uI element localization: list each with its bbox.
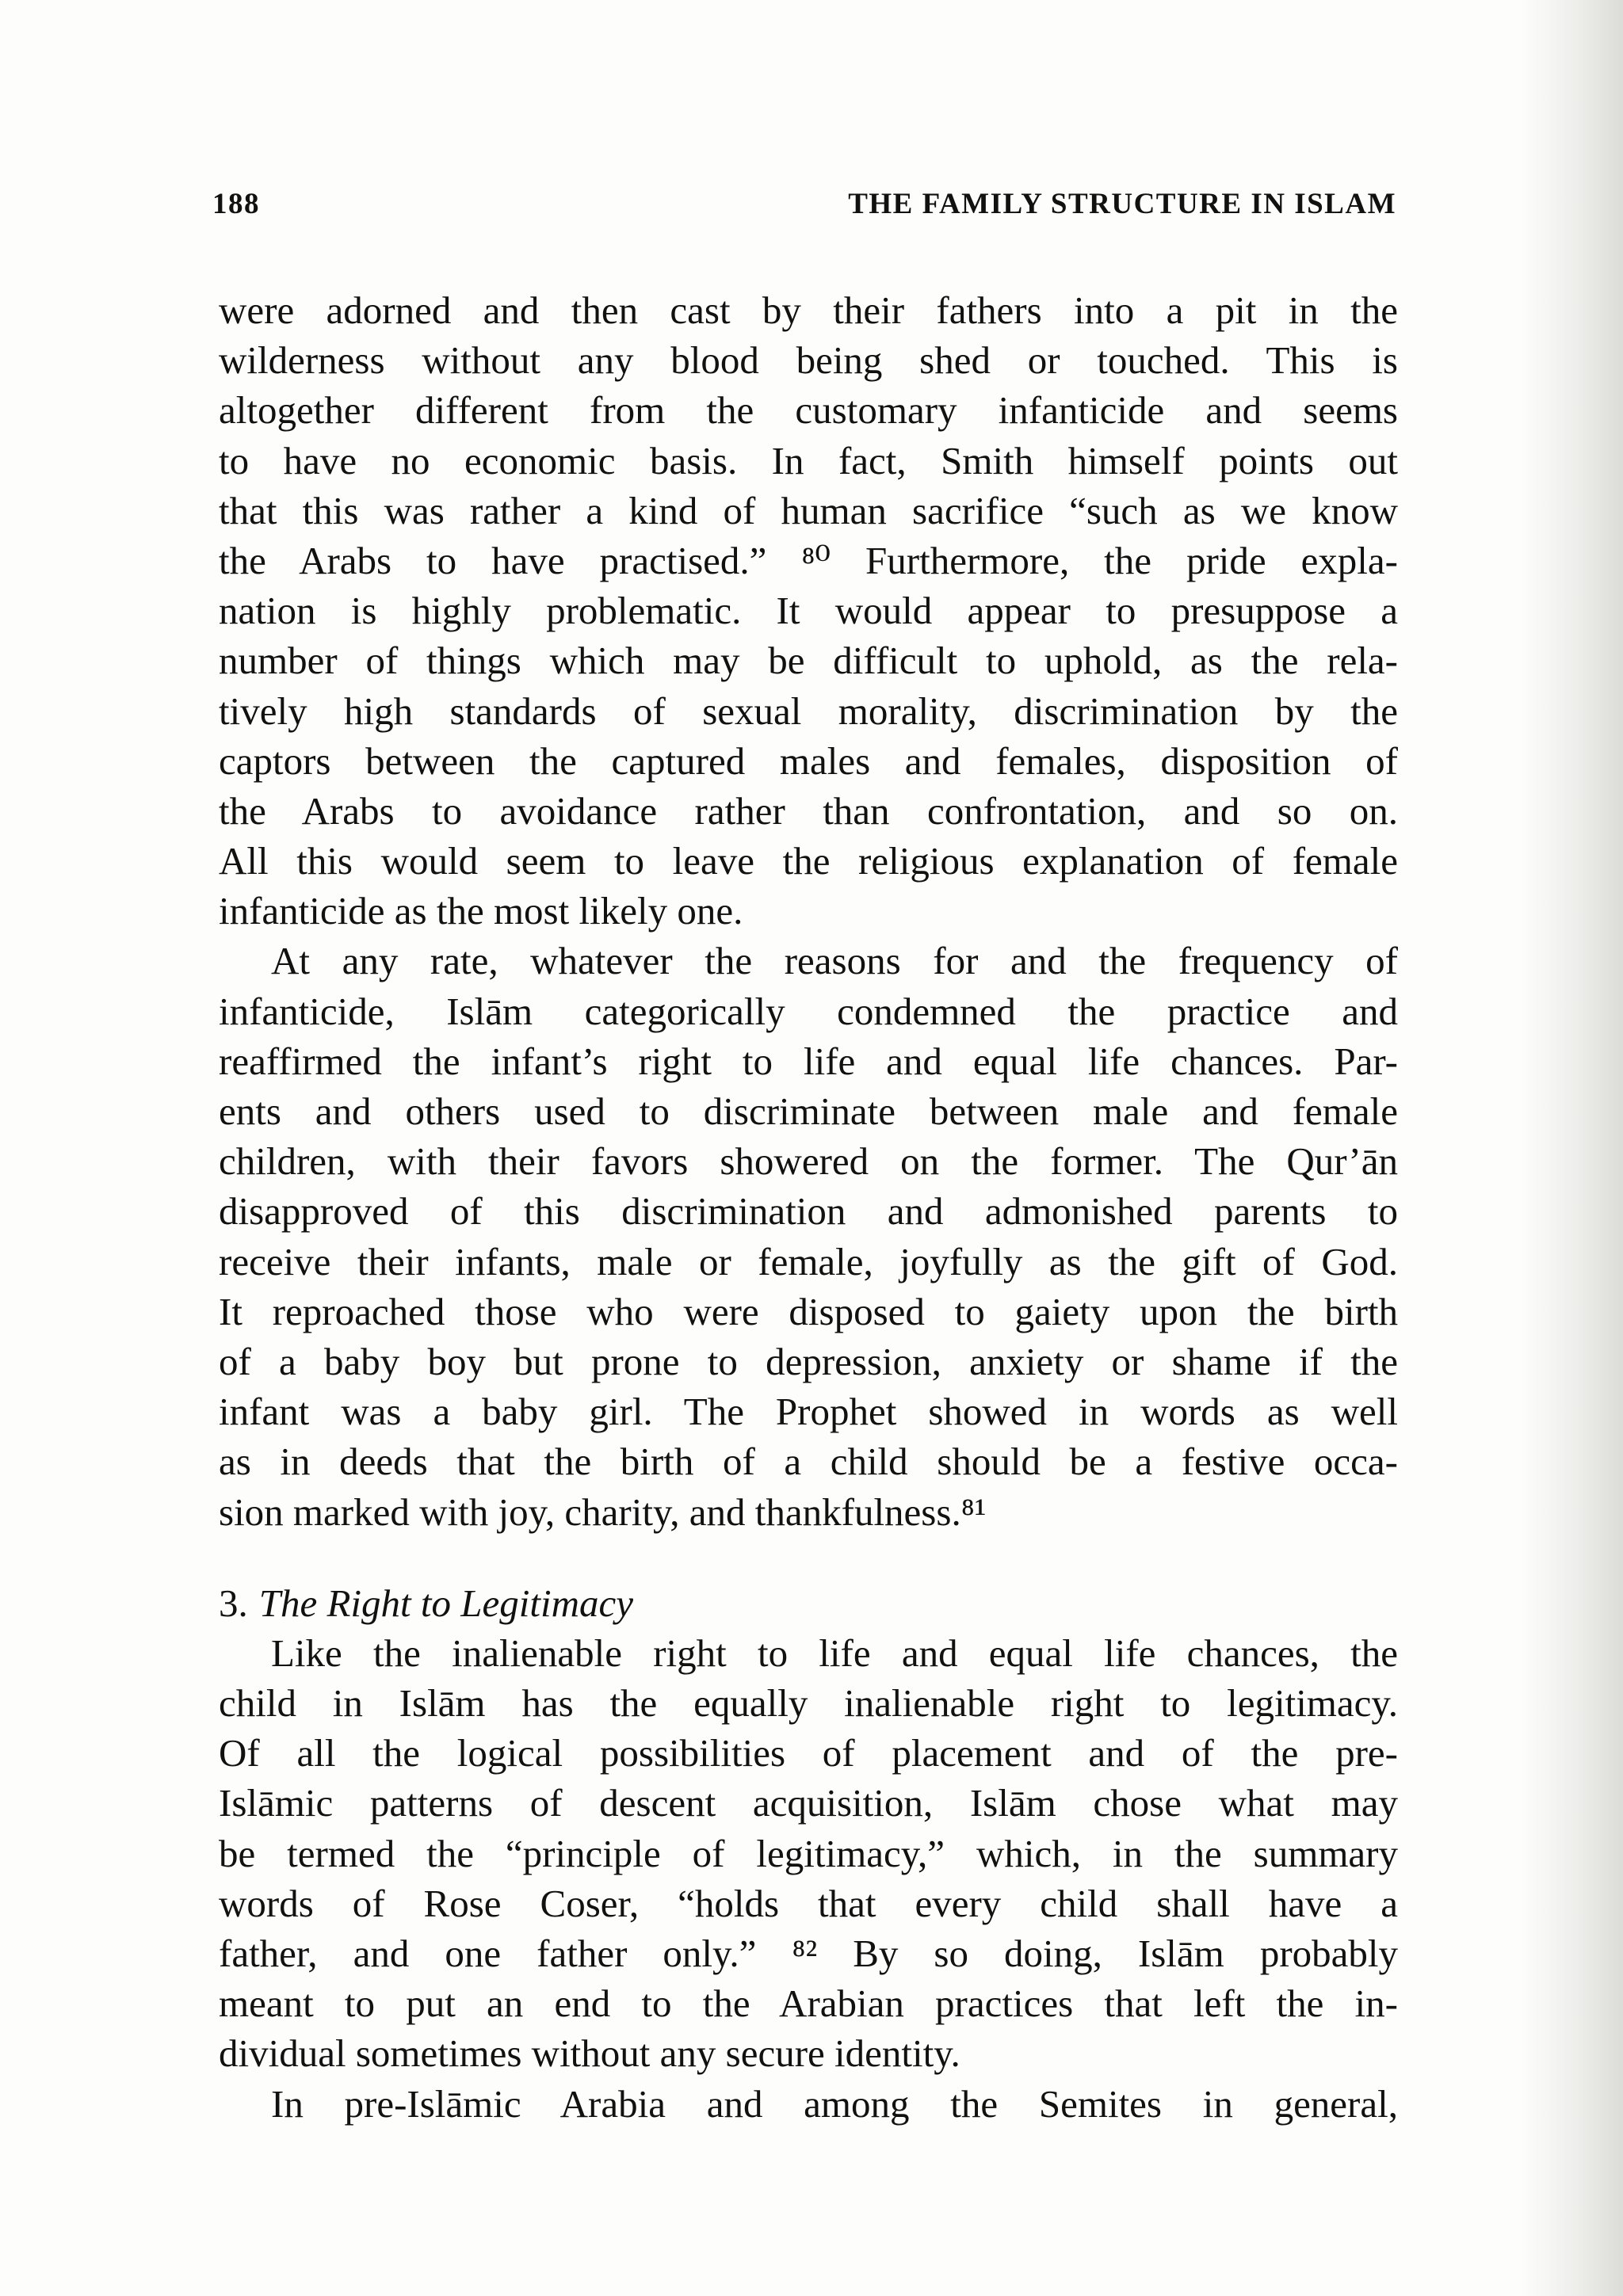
body-text	[219, 285, 1398, 2129]
text-line: wilderness without any blood being shed or touched. This is	[219, 338, 1398, 383]
running-head	[212, 187, 1396, 231]
text-line: of a baby boy but prone to depression, anxiety or shame if the	[219, 1339, 1398, 1383]
text-line: altogether different from the customary infanticide and seems	[219, 388, 1398, 433]
text-line: infant was a baby girl. The Prophet showed in words as well	[219, 1390, 1398, 1434]
text-line: It reproached those who were disposed to gaiety upon the birth	[219, 1289, 1398, 1333]
page-edge-shadow	[1520, 0, 1623, 2296]
text-line: the Arabs to have practised.” ⁸⁰ Furthermore, the pride expla-	[219, 538, 1398, 582]
text-line: be termed the “principle of legitimacy,” which, in the summary	[219, 1831, 1398, 1875]
paragraph-2	[219, 936, 1398, 1536]
page-number: 188	[212, 188, 260, 220]
text-line: At any rate, whatever the reasons for and the frequency of	[271, 939, 1398, 983]
text-line: dividual sometimes without any secure identity.	[219, 2031, 960, 2076]
text-line: the Arabs to avoidance rather than confrontation, and so on.	[219, 788, 1398, 833]
text-line: as in deeds that the birth of a child should be a festive occa-	[219, 1440, 1398, 1484]
paragraph-3	[219, 1628, 1398, 2079]
text-line: nation is highly problematic. It would appear to presuppose a	[219, 589, 1398, 633]
text-line: child in Islām has the equally inalienable right to legitimacy.	[219, 1681, 1398, 1726]
paragraph-1	[219, 285, 1398, 936]
running-title: THE FAMILY STRUCTURE IN ISLAM	[848, 188, 1396, 220]
text-line: reaffirmed the infant’s right to life and equal life chances. Par-	[219, 1039, 1398, 1083]
text-line: were adorned and then cast by their fathers into a pit in the	[219, 288, 1398, 332]
text-line: infanticide, Islām categorically condemned the practice and	[219, 989, 1398, 1033]
text-line: captors between the captured males and females, disposition of	[219, 738, 1398, 783]
text-line: that this was rather a kind of human sacrifice “such as we know	[219, 488, 1398, 532]
text-line: infanticide as the most likely one.	[219, 889, 743, 933]
text-line: to have no economic basis. In fact, Smith himself points out	[219, 438, 1398, 482]
text-line: Like the inalienable right to life and equal life chances, the	[271, 1630, 1398, 1675]
text-line: All this would seem to leave the religious explanation of female	[219, 839, 1398, 883]
text-line: disapproved of this discrimination and admonished parents to	[219, 1189, 1398, 1234]
section-title: The Right to Legitimacy	[258, 1581, 633, 1625]
text-line: meant to put an end to the Arabian practices that left the in-	[219, 1981, 1398, 2026]
text-line: number of things which may be difficult to uphold, as the rela-	[219, 639, 1398, 683]
text-line: children, with their favors showered on the former. The Qur’ān	[219, 1139, 1398, 1184]
text-line: tively high standards of sexual morality, discrimination by the	[219, 688, 1398, 733]
text-line: sion marked with joy, charity, and thankfulness.⁸¹	[219, 1489, 987, 1534]
text-line: Islāmic patterns of descent acquisition, Islām chose what may	[219, 1781, 1398, 1825]
text-line: words of Rose Coser, “holds that every child shall have a	[219, 1881, 1398, 1925]
text-line: Of all the logical possibilities of placement and of the pre-	[219, 1731, 1398, 1775]
section-heading	[219, 1578, 1398, 1628]
text-line: receive their infants, male or female, joyfully as the gift of God.	[219, 1239, 1398, 1283]
text-line: ents and others used to discriminate between male and female	[219, 1089, 1398, 1133]
section-number: 3.	[219, 1581, 248, 1625]
text-line: In pre-Islāmic Arabia and among the Semites in general,	[271, 2081, 1398, 2126]
section-gap	[219, 1537, 1398, 1578]
paragraph-4	[219, 2079, 1398, 2129]
text-line: father, and one father only.” ⁸² By so doing, Islām probably	[219, 1932, 1398, 1975]
